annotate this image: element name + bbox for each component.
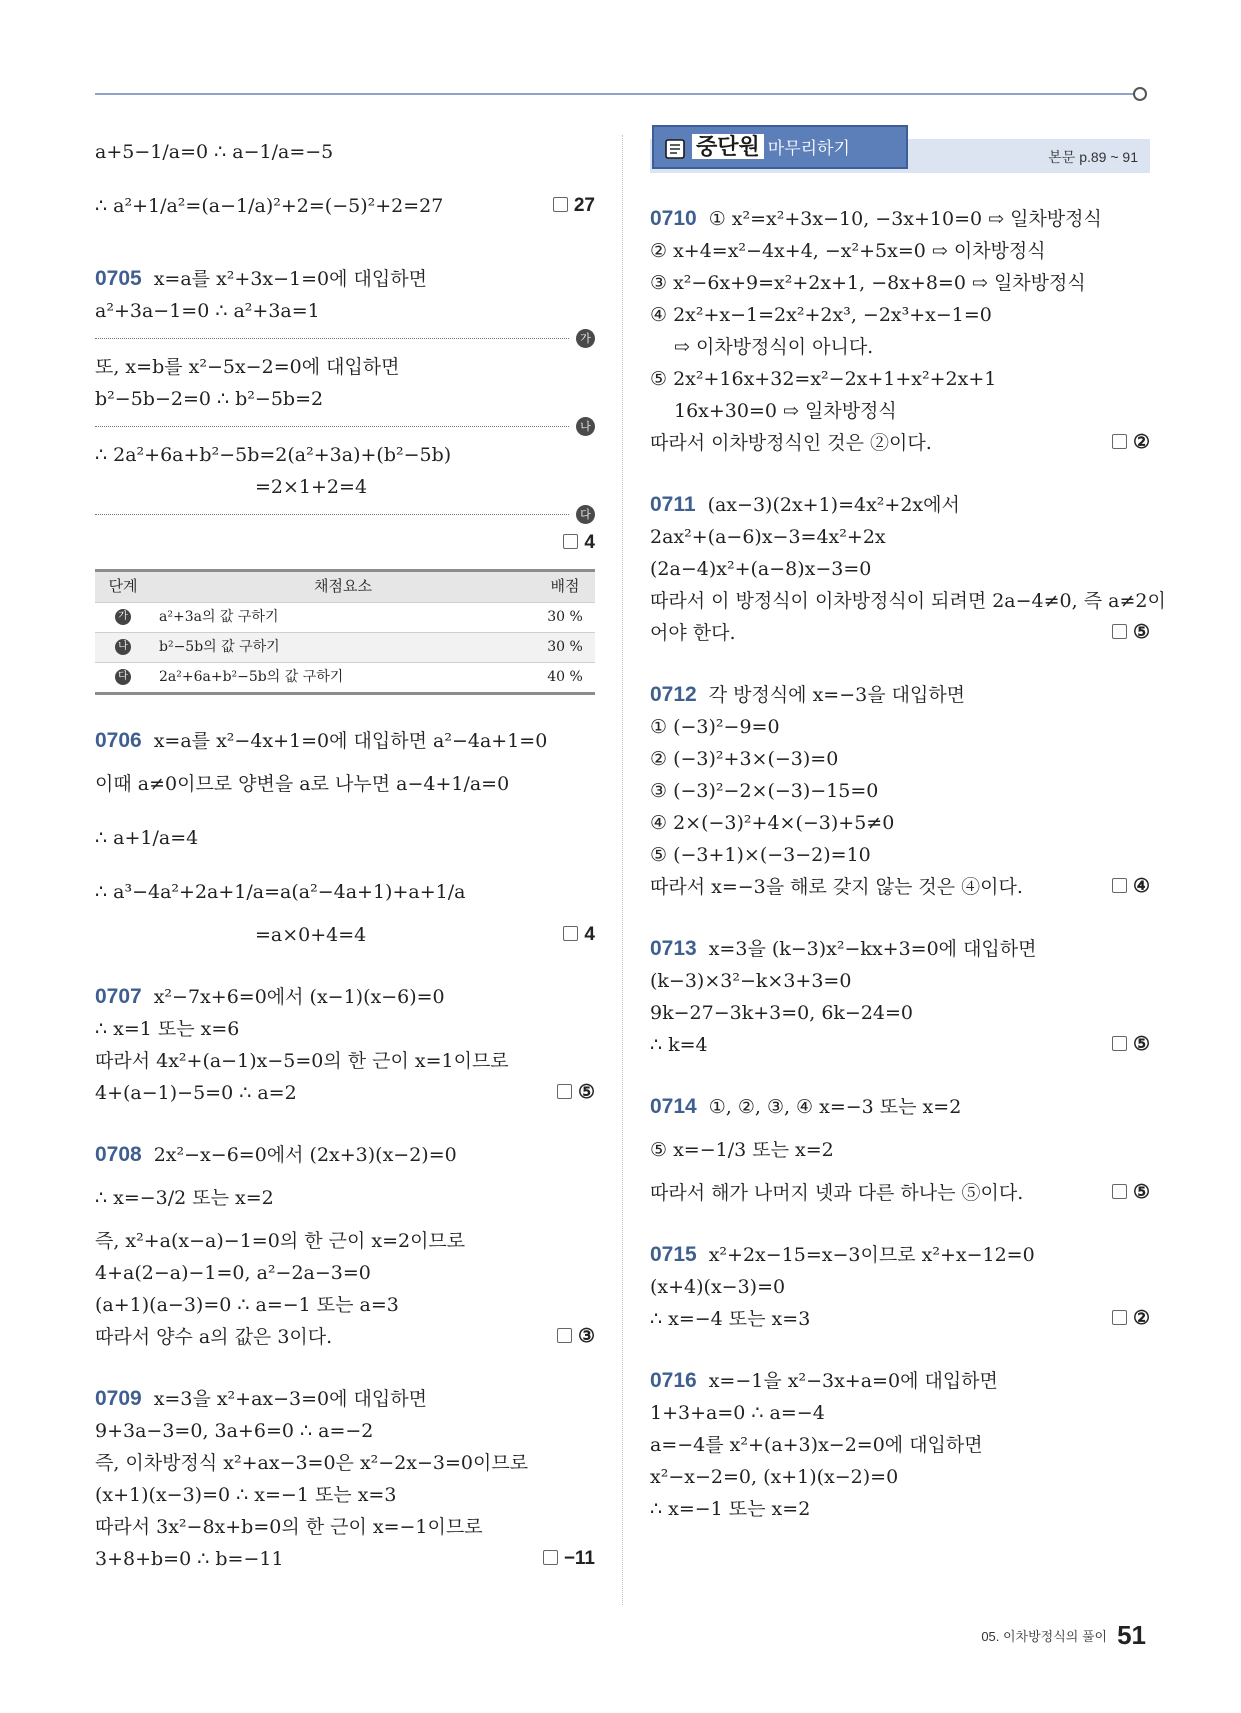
answer-box-icon (553, 197, 568, 212)
page-footer (981, 1620, 1146, 1651)
problem-0711: 0711 (ax−3)(2x+1)=4x²+2x에서 (650, 493, 960, 516)
solution-line: (x+1)(x−3)=0 ∴ x=−1 또는 x=3 (95, 1484, 397, 1506)
answer-box-icon (543, 1550, 558, 1565)
top-rule (95, 93, 1140, 95)
solution-line: 9k−27−3k+3=0, 6k−24=0 (650, 1002, 914, 1024)
answer-mark: ⑤ (1112, 617, 1150, 649)
answer-box-icon (563, 926, 578, 941)
step-divider (95, 327, 595, 351)
answer-mark: ⑤ (1112, 1177, 1150, 1209)
problem-number: 0707 (95, 985, 142, 1008)
textbook-reference: 본문 p.89 ~ 91 (1048, 149, 1138, 165)
answer-mark: ④ (1112, 871, 1150, 903)
solution-line: ⑤ 2x²+16x+32=x²−2x+1+x²+2x+1 (650, 368, 997, 390)
solution-line: ⑤ (−3+1)×(−3−2)=10 (650, 844, 871, 866)
answer-mark: ② (1112, 427, 1150, 459)
answer-mark: 27 (553, 179, 595, 233)
solution-line: ⇨ 이차방정식이 아니다. (674, 336, 874, 358)
step-mark: 가 (576, 329, 595, 348)
solution-line: (a+1)(a−3)=0 ∴ a=−1 또는 a=3 (95, 1294, 399, 1316)
problem-number: 0706 (95, 729, 142, 752)
solution-line: ∴ a+1/a=4 (95, 827, 199, 849)
section-header-box (652, 125, 908, 169)
solution-line: ∴ k=4 ⑤ (650, 1029, 1150, 1061)
solution-line: ∴ a³−4a²+2a+1/a=a(a²−4a+1)+a+1/a (95, 881, 466, 903)
section-title: 중단원 (692, 134, 764, 159)
score-table (95, 569, 595, 695)
answer-box-icon (557, 1328, 572, 1343)
solution-line: 이때 a≠0이므로 양변을 a로 나누면 a−4+1/a=0 (95, 773, 510, 795)
answer-line (95, 527, 595, 559)
problem-number: 0712 (650, 683, 697, 706)
answer-box-icon (1112, 878, 1127, 893)
problem-number: 0713 (650, 937, 697, 960)
solution-line: 따라서 이 방정식이 이차방정식이 되려면 2a−4≠0, 즉 a≠2이 (650, 590, 1166, 612)
problem-0715: 0715 x²+2x−15=x−3이므로 x²+x−12=0 (650, 1243, 1035, 1266)
solution-line: ④ 2x²+x−1=2x²+2x³, −2x³+x−1=0 (650, 304, 992, 326)
solution-line: ∴ x=1 또는 x=6 (95, 1018, 240, 1040)
solution-line: ① (−3)²−9=0 (650, 716, 780, 738)
solution-line: ∴ 2a²+6a+b²−5b=2(a²+3a)+(b²−5b) (95, 444, 452, 466)
solution-line: 따라서 x=−3을 해로 갖지 않는 것은 ④이다. ④ (650, 871, 1150, 903)
problem-0713: 0713 x=3을 (k−3)x²−kx+3=0에 대입하면 (650, 937, 1037, 960)
step-mark: 다 (576, 505, 595, 524)
step-mark: 다 (115, 669, 131, 685)
solution-line: 즉, 이차방정식 x²+ax−3=0은 x²−2x−3=0이므로 (95, 1452, 529, 1474)
chapter-title: 05. 이차방정식의 풀이 (981, 1629, 1108, 1644)
score-table-row: 나 b²−5b의 값 구하기 30 % (95, 632, 595, 662)
section-header (650, 125, 1150, 185)
answer-box-icon (1112, 1310, 1127, 1325)
solution-line: 3+8+b=0 ∴ b=−11 −11 (95, 1543, 595, 1575)
problem-0709: 0709 x=3을 x²+ax−3=0에 대입하면 (95, 1387, 427, 1410)
step-mark: 나 (115, 639, 131, 655)
solution-line: x²−x−2=0, (x+1)(x−2)=0 (650, 1466, 899, 1488)
problem-number: 0705 (95, 267, 142, 290)
solution-line: (x+4)(x−3)=0 (650, 1276, 786, 1298)
page-number: 51 (1117, 1620, 1146, 1650)
answer-box-icon (563, 534, 578, 549)
solution-line: 9+3a−3=0, 3a+6=0 ∴ a=−2 (95, 1420, 374, 1442)
problem-number: 0710 (650, 207, 697, 230)
problem-number: 0709 (95, 1387, 142, 1410)
score-table-row: 가 a²+3a의 값 구하기 30 % (95, 602, 595, 632)
answer-box-icon (1112, 1184, 1127, 1199)
answer-box-icon (1112, 1036, 1127, 1051)
solution-line: 2ax²+(a−6)x−3=4x²+2x (650, 526, 886, 548)
solution-line: (2a−4)x²+(a−8)x−3=0 (650, 558, 872, 580)
answer-mark: ② (1112, 1303, 1150, 1335)
score-table-row: 다 2a²+6a+b²−5b의 값 구하기 40 % (95, 662, 595, 692)
problem-0707: 0707 x²−7x+6=0에서 (x−1)(x−6)=0 (95, 985, 445, 1008)
solution-line: 따라서 해가 나머지 넷과 다른 하나는 ⑤이다. ⑤ (650, 1177, 1150, 1209)
answer-mark: 4 (563, 919, 595, 951)
left-column (95, 125, 595, 1575)
intro-line: a+5−1/a=0 ∴ a−1/a=−5 (95, 141, 334, 163)
answer-box-icon (1112, 624, 1127, 639)
answer-mark: ③ (557, 1321, 595, 1353)
problem-number: 0711 (650, 493, 696, 516)
problem-number: 0715 (650, 1243, 697, 1266)
intro-line: ∴ a²+1/a²=(a−1/a)²+2=(−5)²+2=27 27 (95, 179, 595, 233)
problem-number: 0714 (650, 1095, 697, 1118)
answer-mark: −11 (543, 1543, 595, 1575)
problem-0710: 0710 ① x²=x²+3x−10, −3x+10=0 ⇨ 일차방정식 (650, 207, 1102, 230)
solution-line: b²−5b−2=0 ∴ b²−5b=2 (95, 388, 324, 410)
solution-line: 즉, x²+a(x−a)−1=0의 한 근이 x=2이므로 (95, 1230, 466, 1252)
problem-0716: 0716 x=−1을 x²−3x+a=0에 대입하면 (650, 1369, 998, 1392)
solution-line: ③ (−3)²−2×(−3)−15=0 (650, 780, 879, 802)
solution-line: (k−3)×3²−k×3+3=0 (650, 970, 852, 992)
solution-line: ② (−3)²+3×(−3)=0 (650, 748, 839, 770)
problem-0712: 0712 각 방정식에 x=−3을 대입하면 (650, 683, 966, 706)
right-column (650, 125, 1166, 1525)
solution-line: 4+(a−1)−5=0 ∴ a=2 ⑤ (95, 1077, 595, 1109)
column-separator (622, 135, 623, 1605)
solution-line: 16x+30=0 ⇨ 일차방정식 (674, 400, 897, 422)
score-table-header: 단계 채점요소 배점 (95, 572, 595, 602)
problem-number: 0708 (95, 1143, 142, 1166)
step-mark: 가 (115, 609, 131, 625)
solution-line: 또, x=b를 x²−5x−2=0에 대입하면 (95, 356, 400, 378)
solution-line: ② x+4=x²−4x+4, −x²+5x=0 ⇨ 이차방정식 (650, 240, 1046, 262)
section-subtitle: 마무리하기 (767, 139, 850, 158)
answer-mark: ⑤ (1112, 1029, 1150, 1061)
problem-0714: 0714 ①, ②, ③, ④ x=−3 또는 x=2 (650, 1095, 962, 1118)
solution-line: 1+3+a=0 ∴ a=−4 (650, 1402, 825, 1424)
solution-line: ④ 2×(−3)²+4×(−3)+5≠0 (650, 812, 895, 834)
problem-0708: 0708 2x²−x−6=0에서 (2x+3)(x−2)=0 (95, 1143, 457, 1166)
solution-line: 따라서 양수 a의 값은 3이다. ③ (95, 1321, 595, 1353)
answer-mark: 4 (563, 527, 595, 559)
book-icon (664, 138, 688, 160)
solution-line: a=−4를 x²+(a+3)x−2=0에 대입하면 (650, 1434, 983, 1456)
step-divider (95, 415, 595, 439)
solution-line: ∴ x=−4 또는 x=3 ② (650, 1303, 1150, 1335)
step-divider (95, 503, 595, 527)
solution-line: ∴ x=−1 또는 x=2 (650, 1498, 811, 1520)
answer-box-icon (1112, 434, 1127, 449)
solution-line: =a×0+4=4 4 (95, 919, 595, 951)
problem-number: 0716 (650, 1369, 697, 1392)
answer-mark: ⑤ (557, 1077, 595, 1109)
solution-line: 4+a(2−a)−1=0, a²−2a−3=0 (95, 1262, 371, 1284)
solution-line: 따라서 3x²−8x+b=0의 한 근이 x=−1이므로 (95, 1516, 483, 1538)
solution-line: a²+3a−1=0 ∴ a²+3a=1 (95, 300, 320, 322)
solution-line: =2×1+2=4 (255, 476, 368, 498)
solution-line: 어야 한다. ⑤ (650, 617, 1150, 649)
solution-line: ∴ x=−3/2 또는 x=2 (95, 1187, 274, 1209)
solution-line: ⑤ x=−1/3 또는 x=2 (650, 1139, 834, 1161)
solution-line: 따라서 이차방정식인 것은 ②이다. ② (650, 427, 1150, 459)
top-rule-dot (1133, 87, 1147, 101)
solution-line: 따라서 4x²+(a−1)x−5=0의 한 근이 x=1이므로 (95, 1050, 509, 1072)
solution-line: ③ x²−6x+9=x²+2x+1, −8x+8=0 ⇨ 일차방정식 (650, 272, 1086, 294)
step-mark: 나 (576, 417, 595, 436)
problem-0706: 0706 x=a를 x²−4x+1=0에 대입하면 a²−4a+1=0 (95, 729, 548, 752)
answer-box-icon (557, 1084, 572, 1099)
problem-0705: 0705 x=a를 x²+3x−1=0에 대입하면 (95, 267, 427, 290)
